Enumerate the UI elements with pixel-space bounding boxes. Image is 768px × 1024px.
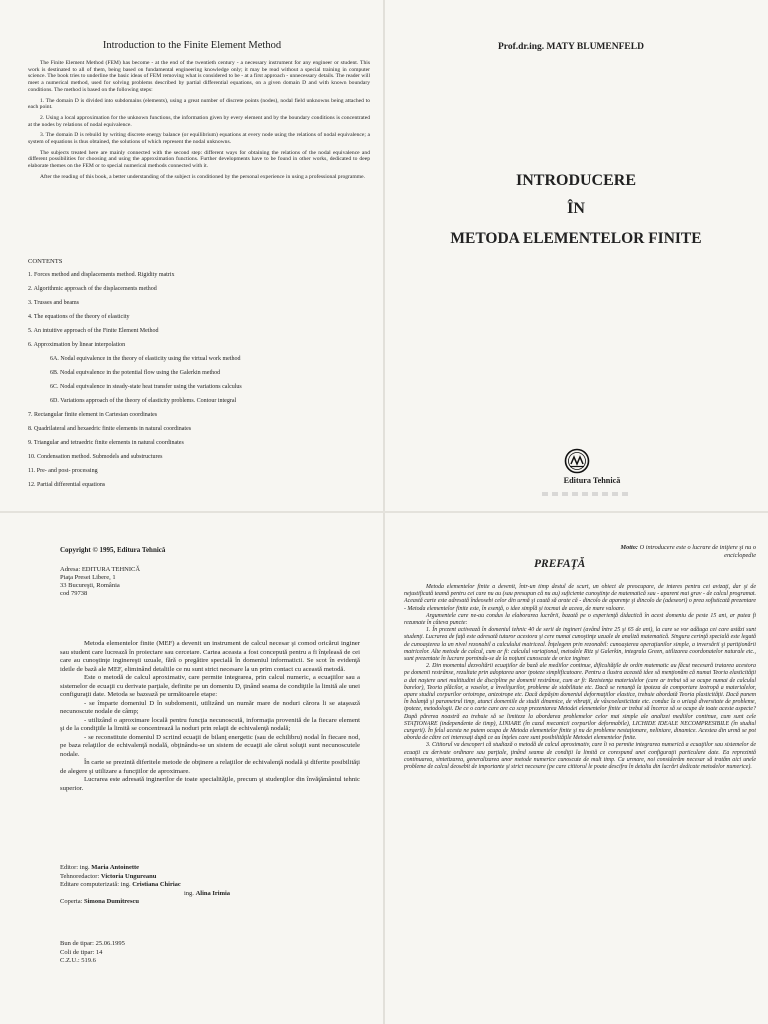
abstract-paragraph: Lucrarea este adresată inginerilor de toate specialităţile, precum şi studenţilor din învăţământul tehnic superior.: [60, 776, 360, 792]
print-info-line: C.Z.U.: 519.6: [60, 957, 96, 964]
abstract-paragraph: - se împarte domeniul D în subdomenii, utilizând un număr mare de noduri cărora li se ataşează necunoscute nodale de câmp;: [60, 699, 360, 715]
intro-page: [0, 0, 384, 512]
contents-item: 4. The equations of the theory of elasticity: [28, 314, 130, 320]
credit-line: [60, 890, 230, 899]
credit-name: Alina Irimia: [195, 889, 231, 897]
contents-item: 2. Algorithmic approach of the displacements method: [28, 286, 157, 292]
abstract-paragraph: - se reconstituie domeniul D scriind ecuaţii de bilanţ energetic (sau de echilibru) nodal în fiecare nod, pe baza relaţiilor de echivalenţă nodală, obţinându-se un sistem de ecuaţii ale cărui soluţii sunt necunoscutele nodale.: [60, 733, 360, 758]
contents-heading: CONTENTS: [28, 258, 63, 265]
preface-paragraph: 3. Cititorul va descoperi că studiază o metodă de calcul aproximativ, care îi va permite integrarea numerică a ecuaţiilor sau sistemelor de ecuaţii cu derivate ordinare sau parţiale, ţinând seama de condiţii la limită ce corespund unei configuraţii particulare date. Ea reprezintă continuarea, sintetizarea, generalizarea unor metode numerice cunoscute de mult timp. Ca urmare, noi considerăm necesar să tratăm aici unele probleme de calcul deosebit de importante şi strict necesare (pe care cititorul le poate descifra în detaliu din lucrări dedicate metodelor numerice).: [404, 742, 756, 771]
imprint-page: [0, 512, 384, 1024]
contents-item: 1. Forces method and displacements method. Rigidity matrix: [28, 272, 175, 278]
motto-label: Motto:: [620, 544, 638, 551]
credit-line: [60, 881, 230, 890]
copyright-line: Copyright © 1995, Editura Tehnică: [60, 546, 166, 554]
credit-role: Tehnoredactor:: [60, 872, 101, 880]
contents-item: 7. Rectangular finite element in Cartesian coordinates: [28, 412, 158, 418]
intro-paragraph: The subjects treated here are mainly connected with the second step: different ways for obtaining the relations of the nodal equivalence and different possibilities for choosing and using the approximation functions. Further developments have to be found in other works, dedicated to deep elaborate themes on the FEM or to special numerical methods connected with it.: [28, 149, 370, 170]
intro-paragraph: 3. The domain D is rebuild by writing discrete energy balance (or equilibrium) equations at every node using the relations of nodal equivalence; a system of equations is thus obtained, the solutions of which represent the nodal unknowns.: [28, 132, 370, 146]
preface-page: [384, 512, 768, 1024]
print-info: [60, 940, 125, 966]
intro-paragraph: 1. The domain D is divided into subdomains (elements), using a great number of discrete points (nodes), nodal field unknowns being attached to each point.: [28, 97, 370, 111]
title-page: [384, 0, 768, 512]
credit-role: ing.: [184, 889, 196, 897]
book-title-line2: ÎN: [567, 200, 585, 217]
credits-block: [60, 864, 230, 907]
contents-item: 5. An intuitive approach of the Finite Element Method: [28, 328, 159, 334]
contents-item: 11. Pre- and post- processing: [28, 468, 98, 474]
book-title-line3: METODA ELEMENTELOR FINITE: [450, 230, 702, 247]
address-line: cod 79738: [60, 590, 88, 597]
intro-title: Introduction to the Finite Element Method: [102, 40, 282, 51]
address-line: Piaţa Presei Libere, 1: [60, 574, 116, 581]
credit-name: Victoria Ungureanu: [100, 872, 157, 880]
preface-paragraph: 2. Din momentul dezvoltării ecuaţiilor de bază ale mediilor continue, dificultăţile de ordin matematic au făcut necesară tratarea acestora pe domenii restrânse, rezultate prin adoptarea unor ipoteze simplificatoare. Pentru a ilustra această idee să menţionăm că numai Teoria elasticităţii a dat naştere unei multitudini de discipline pe domenii restrânse, cum ar fi: Rezistenţa materialelor (care ar trebui să se ocupe numai de calculul barelor), Teoria plăcilor, a vaselor, a învelişurilor, probleme de stabilitate etc. Dacă se renunţă la ipoteza de comportare izotropă a materialelor, apare studiul corpurilor ortotrope, anizotrope etc. Dacă depăşim domeniul deformaţiilor elastice, trebuie abordată Teoria plasticităţii. Dacă punem în balanţă şi parametrul timp, atunci domeniile de studii dinamice, de vibraţii, de vâscoelasticitate etc. conduc la o uriaşă diversitate de probleme, ipoteze, metodologii. De ce o carte care are ca scop prezentarea Metodei elementelor finite ar trebui să încerce să se ocupe de toate aceste aspecte? După părerea noastră ea trebuie să se limiteze la abordarea problemelor celor mai simple ale analizei mediilor continue, cum sunt cele STAŢIONARE (independente de timp), LINIARE (în cazul mecanicii corpurilor deformabile), LICHIDE IDEALE NECOMPRESIBILE (în studiul curgerii). În felul acesta ne putem ocupa de Metoda elementelor finite şi nu de probleme nestaţionare, neliniare, dinamice. Acestea din urmă se pot aborda de către cei interesaţi după ce au înţeles care sunt posibilităţile Metodei elementelor finite.: [404, 663, 756, 742]
contents-subitem: 6B. Nodal equivalence in the potential flow using the Galerkin method: [50, 370, 221, 376]
address-line: 33 Bucureşti, România: [60, 582, 120, 589]
publisher-logo-icon: [564, 448, 590, 474]
book-title-line1: INTRODUCERE: [515, 172, 636, 189]
address-line: Adresa: EDITURA TEHNICĂ: [60, 566, 141, 573]
contents-item: 8. Quadrilateral and hexaedric finite elements in natural coordinates: [28, 426, 192, 432]
credit-line: [60, 873, 230, 882]
credit-role: Editor: ing.: [60, 864, 92, 871]
credit-name: Cristiana Chiriac: [132, 881, 181, 888]
preface-heading: PREFAŢĂ: [534, 558, 586, 570]
print-info-line: Bun de tipar: 25.06.1995: [60, 940, 125, 947]
contents-subitem: 6C. Nodal equivalence in steady-state heat transfer using the variations calculus: [50, 384, 242, 390]
abstract-paragraph: În carte se prezintă diferitele metode de obţinere a relaţiilor de echivalenţă nodală şi diferite posibilităţi de alegere şi utilizare a funcţiilor de aproximare.: [60, 759, 360, 775]
abstract-paragraph: Este o metodă de calcul aproximativ, care permite integrarea, prin calcul numeric, a ecuaţiilor sau a sistemelor de ecuaţii cu derivate parţiale, definite pe un domeniu D, ţinând seama de condiţiile la limită ale unei configuraţii date. Metoda se bazează pe următoarele etape:: [60, 674, 360, 698]
imprint-abstract: [60, 640, 360, 793]
preface-paragraph: 1. În prezent activează în domeniul tehnic 40 de serii de ingineri (având între 25 şi 65 de ani), la care se vor adăuga cei care astăzi sunt studenţi. Lucrarea de faţă este adresată tuturor acestora şi cere numai cunoştinţe uzuale de analiză matematică. Singura cerinţă specială este legată de cunoaşterea la un nivel rezonabil a calculului matriceal. Înţelegem prin rezonabil: cunoaşterea operaţiunilor simple, a inversării şi partiţionării matricelor. Alte metode de calcul, cum ar fi: calculul variaţional, metodele Ritz şi Galerkin, integrala Green, utilizarea coordonatelor naturale etc., sunt prezentate în lucrare pornindu-se de la noţiuni cunoscute de orice inginer.: [404, 627, 756, 663]
intro-paragraph: After the reading of this book, a better understanding of the subject is conditioned by the personal experience in using a professional programme.: [40, 173, 365, 180]
credit-line: [60, 864, 230, 873]
intro-body: [28, 60, 370, 185]
author-name: Prof.dr.ing. MATY BLUMENFELD: [498, 42, 644, 52]
publisher-name: Editura Tehnică: [563, 476, 621, 485]
contents-item: 9. Triangular and tetraedric finite elements in natural coordinates: [28, 440, 184, 446]
publisher-address: [60, 566, 140, 598]
intro-paragraph: 2. Using a local approximation for the unknown functions, the information given by every element and by the boundary conditions is concentrated at the nodes by relations of nodal equivalence.: [28, 114, 370, 128]
print-info-line: Coli de tipar: 14: [60, 948, 103, 956]
motto-text: O introducere este o lucrare de iniţiere şi nu o enciclopedie: [639, 544, 756, 559]
credit-role: Coperta:: [60, 898, 85, 905]
scan-smudge: [542, 492, 632, 496]
credit-name: Maria Antoinette: [91, 864, 140, 871]
contents-item: 6. Approximation by linear interpolation: [28, 342, 126, 348]
contents-item: 12. Partial differential equations: [28, 482, 106, 488]
preface-paragraph: Argumentele care ne-au condus la elaborarea lucrării, bazată pe o experienţă didactică în acest domeniu de peste 15 ani, ar putea fi rezumate în câteva puncte:: [404, 612, 756, 627]
preface-body: [404, 584, 756, 771]
contents-subitem: 6D. Variations approach of the theory of elasticity problems. Contour integral: [50, 398, 237, 404]
motto: [606, 544, 756, 559]
abstract-paragraph: - utilizând o aproximare locală pentru funcţia necunoscută, informaţia provenită de la fiecare element şi de la condiţiile la limită se concentrează la noduri prin relaţii de echivalenţă nodală;: [60, 716, 360, 732]
intro-paragraph: The Finite Element Method (FEM) has become - at the end of the twentieth century - a necessary instrument for any engineer or student. This work is destinated to all of them, being based on fundamental engineering knowledge only; it may be read without a special training in computer science. The book tries to underline the basic ideas of FEM removing what is considered to be - at a first approach - unnecessary details. The reader will meet a numerical method, used for solving problems described by partial differential equations, on a given domain D and with known boundary conditions. The method is based on the following steps:: [28, 60, 370, 93]
contents-item: 3. Trusses and beams: [28, 300, 80, 306]
credit-role: Editare computerizată: ing.: [60, 881, 133, 888]
abstract-paragraph: Metoda elementelor finite (MEF) a devenit un instrument de calcul necesar şi comod oricărui inginer sau student care lucrează în proiectare sau cercetare. Cartea aceasta a fost concepută pentru a fi înţeleasă de cei care au cunoştinţe inginereşti uzuale, fără o pregătire specială în domeniul informaticii. Se scot în evidenţă ideile de bază ale MEF, eliminând detaliile ce nu sunt strict necesare la un prim contact cu această metodă.: [60, 640, 360, 673]
contents-item: 10. Condensation method. Submodels and substructures: [28, 454, 163, 460]
credit-line: [60, 898, 230, 907]
preface-paragraph: Metoda elementelor finite a devenit, într-un timp destul de scurt, un obiect de preocupare, de interes pentru cei avizaţi, dar şi de nejustificată teamă pentru cei care nu au (sau presupun că nu au) suficiente cunoştinţe de matematică sau - aparent mai grav - de calcul programat. Această carte este adresată îndeosebi celor din urmă şi caută să arate că - dincolo de aparenţe şi dincolo de (adeseori) o prea sofisticată prezentare - Metoda elementelor finite este, în esenţă, o idee simplă şi tocmai de aceea, de mare valoare.: [404, 584, 756, 612]
credit-name: Simona Dumitrescu: [84, 898, 139, 905]
contents-subitem: 6A. Nodal equivalence in the theory of elasticity using the virtual work method: [50, 356, 241, 362]
